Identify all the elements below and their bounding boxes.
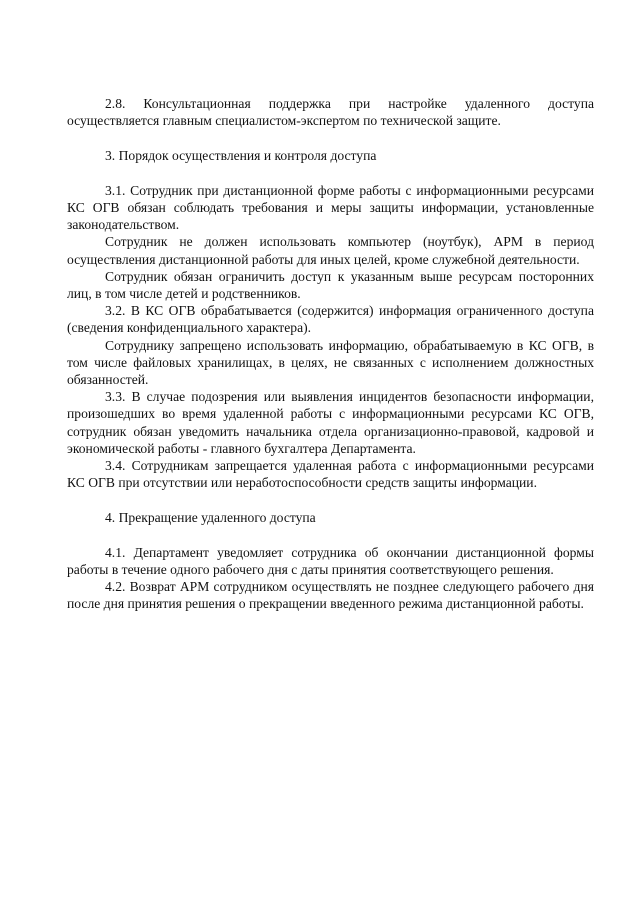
spacer — [67, 129, 594, 147]
paragraph-2-8: 2.8. Консультационная поддержка при настройке удаленного доступа осуществляется главным специалистом-экспертом по технической защите. — [67, 96, 594, 129]
paragraph-3-1-b: Сотрудник не должен использовать компьютер (ноутбук), АРМ в период осуществления дистанционной работы для иных целей, кроме служебной деятельности. — [67, 234, 594, 267]
spacer — [67, 491, 594, 509]
paragraph-3-2-b: Сотруднику запрещено использовать информацию, обрабатываемую в КС ОГВ, в том числе файловых хранилищах, в целях, не связанных с исполнением должностных обязанностей. — [67, 337, 594, 388]
paragraph-3-4: 3.4. Сотрудникам запрещается удаленная работа с информационными ресурсами КС ОГВ при отсутствии или неработоспособности средств защиты информации. — [67, 458, 594, 491]
paragraph-4-1: 4.1. Департамент уведомляет сотрудника об окончании дистанционной формы работы в течение одного рабочего дня с даты принятия соответствующего решения. — [67, 544, 594, 578]
spacer — [67, 164, 594, 182]
paragraph-4-2: 4.2. Возврат АРМ сотрудником осуществлять не позднее следующего рабочего дня после дня принятия решения о прекращении введенного режима дистанционной работы. — [67, 579, 594, 612]
paragraph-3-1-c: Сотрудник обязан ограничить доступ к указанным выше ресурсам посторонних лиц, в том числе детей и родственников. — [67, 268, 594, 302]
section-4-heading: 4. Прекращение удаленного доступа — [105, 510, 316, 526]
paragraph-3-2: 3.2. В КС ОГВ обрабатывается (содержится) информация ограниченного доступа (сведения конфиденциального характера). — [67, 303, 594, 336]
paragraph-3-3: 3.3. В случае подозрения или выявления инцидентов безопасности информации, произошедших во время удаленной работы с информационными ресурсами КС ОГВ, сотрудник обязан уведомить начальника отдела организационно-правовой, кадровой и экономической работы - главного бухгалтера Департамента. — [67, 389, 594, 456]
paragraph-3-1: 3.1. Сотрудник при дистанционной форме работы с информационными ресурсами КС ОГВ обязан соблюдать требования и меры защиты информации, установленные законодательством. — [67, 182, 594, 233]
spacer — [67, 526, 594, 544]
document-body — [67, 95, 594, 613]
section-3-heading: 3. Порядок осуществления и контроля доступа — [105, 148, 377, 163]
